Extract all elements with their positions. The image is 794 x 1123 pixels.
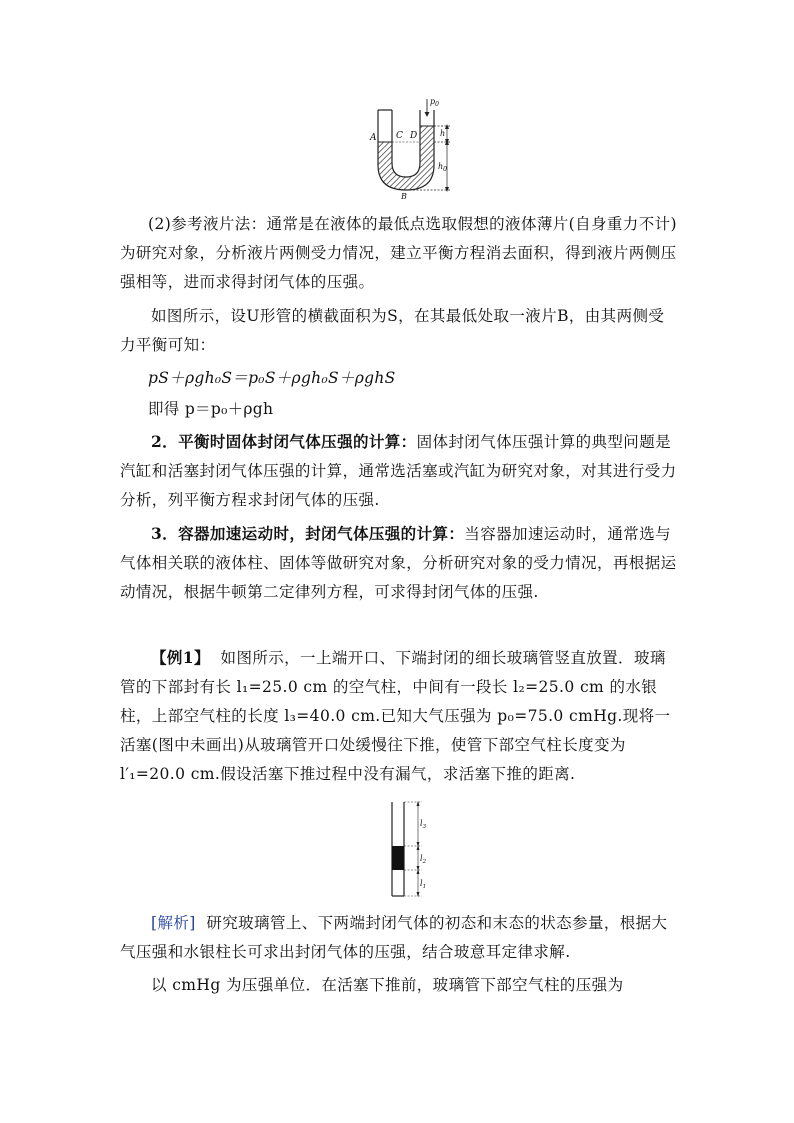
example-tag: 【例1】 xyxy=(151,648,210,667)
label-d: D xyxy=(410,131,418,141)
analysis xyxy=(120,909,678,967)
label-h0: $h_0$ xyxy=(438,162,447,173)
item-3-title: 3．容器加速运动时，封闭气体压强的计算： xyxy=(151,524,465,543)
label-l3: $l_3$ xyxy=(420,819,427,830)
label-l2: $l_2$ xyxy=(420,854,427,865)
label-a: A xyxy=(370,133,377,143)
item-2-title: 2．平衡时固体封闭气体压强的计算： xyxy=(151,432,417,451)
label-h: h xyxy=(440,129,446,138)
item-3 xyxy=(120,519,678,607)
item-2 xyxy=(120,427,678,515)
paragraph-liquid-slice-method: (2)参考液片法：通常是在液体的最低点选取假想的液体薄片(自身重力不计)为研究对象，分析液片两侧受力情况，建立平衡方程消去面积，得到液片两侧压强相等，进而求得封闭气体的压强。 xyxy=(120,215,677,291)
example-body: 如图所示，一上端开口、下端封闭的细长玻璃管竖直放置．玻璃管的下部封有长 l₁=25.0 cm 的空气柱，中间有一段长 l₂=25.0 cm 的水银柱，上部空气柱的长度 l₃=40.0 cm.已知大气压强为 p₀=75.0 cmHg.现将一活塞(图中未画出)从玻璃管开口处缓慢往下推，使管下部空气柱长度变为 l′₁=20.0 cm.假设活塞下推过程中没有漏气，求活塞下推的距离. xyxy=(120,649,671,783)
label-c: C xyxy=(396,131,403,141)
glass-tube-figure xyxy=(388,800,438,900)
label-b: B xyxy=(401,192,407,200)
equation-result: 即得 p＝p₀＋ρgh xyxy=(148,400,274,418)
paragraph-u-tube-setup: 如图所示，设U形管的横截面积为S，在其最低处取一液片B，由其两侧受力平衡可知： xyxy=(120,307,665,354)
item-2-body: 固体封闭气体压强计算的典型问题是汽缸和活塞封闭气体压强的计算，通常选活塞或汽缸为研究对象，对其进行受力分析，列平衡方程求封闭气体的压强. xyxy=(120,433,677,509)
analysis-body: 研究玻璃管上、下两端封闭气体的初态和末态的状态参量，根据大气压强和水银柱长可求出封闭气体的压强，结合玻意耳定律求解. xyxy=(120,914,668,961)
analysis-tag: [解析] xyxy=(151,914,196,932)
label-p0: $p_0$ xyxy=(430,97,439,108)
u-tube-figure xyxy=(368,95,458,200)
equation-balance: pS＋ρgh₀S＝p₀S＋ρgh₀S＋ρghS xyxy=(148,369,396,387)
item-3-body: 当容器加速运动时，通常选与气体相关联的液体柱、固体等做研究对象，分析研究对象的受力情况，再根据运动情况，根据牛顿第二定律列方程，可求得封闭气体的压强. xyxy=(120,525,677,601)
label-l1: $l_1$ xyxy=(420,879,427,890)
last-line: 以 cmHg 为压强单位．在活塞下推前，玻璃管下部空气柱的压强为 xyxy=(151,976,624,994)
example-1 xyxy=(120,643,678,789)
